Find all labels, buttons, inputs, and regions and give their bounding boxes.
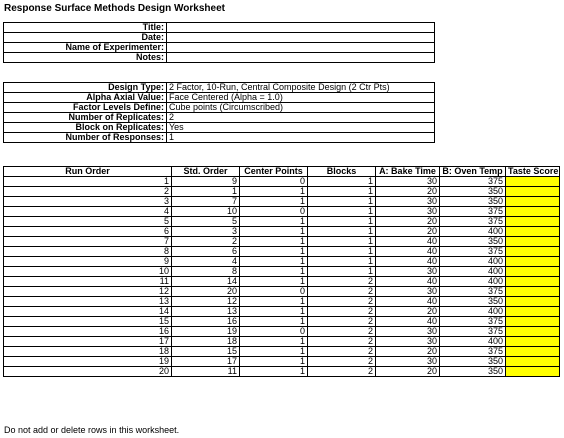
table-row	[4, 317, 560, 327]
taste-score-header: Taste Score	[506, 167, 560, 177]
design-row	[4, 113, 435, 123]
bake-time-cell[interactable]: 20	[376, 307, 440, 317]
std-order-cell[interactable]: 13	[172, 307, 240, 317]
std-order-header: Std. Order	[172, 167, 240, 177]
blocks-cell[interactable]: 2	[308, 337, 376, 347]
oven-temp-cell[interactable]: 350	[440, 367, 506, 377]
center-points-cell[interactable]: 0	[240, 207, 308, 217]
center-points-header: Center Points	[240, 167, 308, 177]
oven-temp-cell[interactable]: 400	[440, 267, 506, 277]
blocks-cell[interactable]: 2	[308, 287, 376, 297]
oven-temp-cell[interactable]: 400	[440, 307, 506, 317]
table-row	[4, 367, 560, 377]
std-order-cell[interactable]: 6	[172, 247, 240, 257]
run-order-cell[interactable]: 11	[4, 277, 172, 287]
info-row-label: Notes:	[4, 53, 167, 63]
design-row-label: Block on Replicates:	[4, 123, 167, 133]
design-row-value-cell[interactable]: 1	[167, 133, 435, 143]
std-order-cell[interactable]: 12	[172, 297, 240, 307]
oven-temp-cell[interactable]: 375	[440, 247, 506, 257]
oven-temp-cell[interactable]: 400	[440, 257, 506, 267]
std-order-cell[interactable]: 18	[172, 337, 240, 347]
bake-time-cell[interactable]: 40	[376, 237, 440, 247]
oven-temp-cell[interactable]: 375	[440, 217, 506, 227]
bake-time-cell[interactable]: 40	[376, 247, 440, 257]
std-order-cell[interactable]: 16	[172, 317, 240, 327]
blocks-cell[interactable]: 2	[308, 357, 376, 367]
oven-temp-cell[interactable]: 350	[440, 237, 506, 247]
blocks-cell[interactable]: 1	[308, 227, 376, 237]
taste-score-cell[interactable]	[506, 317, 560, 327]
bake-time-cell[interactable]: 40	[376, 297, 440, 307]
blocks-cell[interactable]: 1	[308, 207, 376, 217]
bake-time-cell[interactable]: 30	[376, 337, 440, 347]
run-order-cell[interactable]: 2	[4, 187, 172, 197]
center-points-cell[interactable]: 1	[240, 277, 308, 287]
std-order-cell[interactable]: 8	[172, 267, 240, 277]
oven-temp-cell[interactable]: 375	[440, 327, 506, 337]
info-row-value-cell[interactable]	[167, 23, 435, 33]
taste-score-cell[interactable]	[506, 277, 560, 287]
run-order-cell[interactable]: 8	[4, 247, 172, 257]
info-row	[4, 33, 435, 43]
table-row	[4, 187, 560, 197]
center-points-cell[interactable]: 1	[240, 217, 308, 227]
run-order-header: Run Order	[4, 167, 172, 177]
center-points-cell[interactable]: 1	[240, 187, 308, 197]
taste-score-cell[interactable]	[506, 287, 560, 297]
design-row-label: Number of Replicates:	[4, 113, 167, 123]
blocks-cell[interactable]: 1	[308, 217, 376, 227]
design-row-label: Design Type:	[4, 83, 167, 93]
info-row	[4, 53, 435, 63]
bake-time-cell[interactable]: 20	[376, 227, 440, 237]
bake-time-cell[interactable]: 20	[376, 367, 440, 377]
center-points-cell[interactable]: 1	[240, 307, 308, 317]
center-points-cell[interactable]: 0	[240, 327, 308, 337]
blocks-cell[interactable]: 1	[308, 267, 376, 277]
blocks-cell[interactable]: 1	[308, 177, 376, 187]
blocks-cell[interactable]: 2	[308, 307, 376, 317]
std-order-cell[interactable]: 14	[172, 277, 240, 287]
oven-temp-header: B: Oven Temp	[440, 167, 506, 177]
bake-time-cell[interactable]: 30	[376, 327, 440, 337]
taste-score-cell[interactable]	[506, 187, 560, 197]
center-points-cell[interactable]: 1	[240, 247, 308, 257]
center-points-cell[interactable]: 1	[240, 367, 308, 377]
bake-time-cell[interactable]: 30	[376, 357, 440, 367]
table-row	[4, 357, 560, 367]
oven-temp-cell[interactable]: 375	[440, 177, 506, 187]
std-order-cell[interactable]: 3	[172, 227, 240, 237]
design-row	[4, 133, 435, 143]
taste-score-cell[interactable]	[506, 267, 560, 277]
blocks-cell[interactable]: 2	[308, 277, 376, 287]
oven-temp-cell[interactable]: 375	[440, 317, 506, 327]
table-row	[4, 197, 560, 207]
run-order-cell[interactable]: 19	[4, 357, 172, 367]
blocks-cell[interactable]: 1	[308, 187, 376, 197]
run-order-cell[interactable]: 20	[4, 367, 172, 377]
taste-score-cell[interactable]	[506, 197, 560, 207]
design-row	[4, 93, 435, 103]
table-row	[4, 267, 560, 277]
oven-temp-cell[interactable]: 400	[440, 227, 506, 237]
info-row-value-cell[interactable]	[167, 33, 435, 43]
run-order-cell[interactable]: 5	[4, 217, 172, 227]
center-points-cell[interactable]: 1	[240, 197, 308, 207]
run-order-cell[interactable]: 4	[4, 207, 172, 217]
run-order-cell[interactable]: 7	[4, 237, 172, 247]
bake-time-cell[interactable]: 30	[376, 207, 440, 217]
blocks-cell[interactable]: 2	[308, 347, 376, 357]
table-row	[4, 277, 560, 287]
bake-time-cell[interactable]: 40	[376, 317, 440, 327]
run-order-cell[interactable]: 15	[4, 317, 172, 327]
table-row	[4, 287, 560, 297]
taste-score-cell[interactable]	[506, 347, 560, 357]
run-order-cell[interactable]: 6	[4, 227, 172, 237]
oven-temp-cell[interactable]: 350	[440, 197, 506, 207]
taste-score-cell[interactable]	[506, 257, 560, 267]
blocks-cell[interactable]: 1	[308, 257, 376, 267]
blocks-cell[interactable]: 1	[308, 237, 376, 247]
std-order-cell[interactable]: 15	[172, 347, 240, 357]
taste-score-cell[interactable]	[506, 237, 560, 247]
table-row	[4, 297, 560, 307]
design-row-label: Number of Responses:	[4, 133, 167, 143]
taste-score-cell[interactable]	[506, 297, 560, 307]
blocks-cell[interactable]: 2	[308, 327, 376, 337]
info-table	[3, 22, 435, 63]
taste-score-cell[interactable]	[506, 227, 560, 237]
bake-time-cell[interactable]: 40	[376, 277, 440, 287]
bake-time-cell[interactable]: 20	[376, 187, 440, 197]
center-points-cell[interactable]: 0	[240, 287, 308, 297]
taste-score-cell[interactable]	[506, 217, 560, 227]
design-row	[4, 103, 435, 113]
bake-time-cell[interactable]: 20	[376, 347, 440, 357]
bake-time-header: A: Bake Time	[376, 167, 440, 177]
table-row	[4, 237, 560, 247]
center-points-cell[interactable]: 1	[240, 337, 308, 347]
design-row-value-cell[interactable]: Cube points (Circumscribed)	[167, 103, 435, 113]
design-row-value-cell[interactable]: 2	[167, 113, 435, 123]
table-row	[4, 217, 560, 227]
std-order-cell[interactable]: 2	[172, 237, 240, 247]
bake-time-cell[interactable]: 30	[376, 287, 440, 297]
table-row	[4, 177, 560, 187]
taste-score-cell[interactable]	[506, 307, 560, 317]
oven-temp-cell[interactable]: 350	[440, 297, 506, 307]
oven-temp-cell[interactable]: 375	[440, 287, 506, 297]
info-row	[4, 43, 435, 53]
std-order-cell[interactable]: 5	[172, 217, 240, 227]
center-points-cell[interactable]: 1	[240, 257, 308, 267]
design-row-value-cell[interactable]: Face Centered (Alpha = 1.0)	[167, 93, 435, 103]
oven-temp-cell[interactable]: 375	[440, 347, 506, 357]
bake-time-cell[interactable]: 20	[376, 217, 440, 227]
info-row-value-cell[interactable]	[167, 53, 435, 63]
std-order-cell[interactable]: 19	[172, 327, 240, 337]
std-order-cell[interactable]: 20	[172, 287, 240, 297]
table-row	[4, 257, 560, 267]
table-row	[4, 227, 560, 237]
run-order-cell[interactable]: 3	[4, 197, 172, 207]
info-row-label: Date:	[4, 33, 167, 43]
design-row	[4, 123, 435, 133]
run-order-cell[interactable]: 17	[4, 337, 172, 347]
runs-table	[3, 166, 560, 377]
std-order-cell[interactable]: 4	[172, 257, 240, 267]
bake-time-cell[interactable]: 30	[376, 197, 440, 207]
taste-score-cell[interactable]	[506, 177, 560, 187]
table-row	[4, 327, 560, 337]
oven-temp-cell[interactable]: 350	[440, 187, 506, 197]
blocks-cell[interactable]: 2	[308, 297, 376, 307]
taste-score-cell[interactable]	[506, 357, 560, 367]
runs-header-row	[4, 167, 560, 177]
std-order-cell[interactable]: 17	[172, 357, 240, 367]
blocks-cell[interactable]: 1	[308, 247, 376, 257]
design-row	[4, 83, 435, 93]
std-order-cell[interactable]: 7	[172, 197, 240, 207]
run-order-cell[interactable]: 13	[4, 297, 172, 307]
taste-score-cell[interactable]	[506, 337, 560, 347]
table-row	[4, 337, 560, 347]
std-order-cell[interactable]: 11	[172, 367, 240, 377]
taste-score-cell[interactable]	[506, 327, 560, 337]
worksheet-title: Response Surface Methods Design Worksheet	[4, 3, 225, 14]
taste-score-cell[interactable]	[506, 207, 560, 217]
blocks-cell[interactable]: 1	[308, 197, 376, 207]
design-row-value-cell[interactable]: Yes	[167, 123, 435, 133]
bake-time-cell[interactable]: 40	[376, 257, 440, 267]
run-order-cell[interactable]: 10	[4, 267, 172, 277]
run-order-cell[interactable]: 9	[4, 257, 172, 267]
std-order-cell[interactable]: 1	[172, 187, 240, 197]
blocks-cell[interactable]: 2	[308, 317, 376, 327]
table-row	[4, 247, 560, 257]
blocks-cell[interactable]: 2	[308, 367, 376, 377]
info-row-value-cell[interactable]	[167, 43, 435, 53]
footer-note: Do not add or delete rows in this worksheet.	[4, 425, 180, 435]
design-table	[3, 82, 435, 143]
table-row	[4, 207, 560, 217]
info-row-label: Title:	[4, 23, 167, 33]
taste-score-cell[interactable]	[506, 247, 560, 257]
center-points-cell[interactable]: 0	[240, 177, 308, 187]
run-order-cell[interactable]: 16	[4, 327, 172, 337]
center-points-cell[interactable]: 1	[240, 237, 308, 247]
run-order-cell[interactable]: 18	[4, 347, 172, 357]
info-row	[4, 23, 435, 33]
std-order-cell[interactable]: 9	[172, 177, 240, 187]
oven-temp-cell[interactable]: 375	[440, 207, 506, 217]
bake-time-cell[interactable]: 30	[376, 267, 440, 277]
oven-temp-cell[interactable]: 400	[440, 337, 506, 347]
run-order-cell[interactable]: 12	[4, 287, 172, 297]
table-row	[4, 347, 560, 357]
oven-temp-cell[interactable]: 400	[440, 277, 506, 287]
center-points-cell[interactable]: 1	[240, 267, 308, 277]
bake-time-cell[interactable]: 30	[376, 177, 440, 187]
center-points-cell[interactable]: 1	[240, 297, 308, 307]
std-order-cell[interactable]: 10	[172, 207, 240, 217]
center-points-cell[interactable]: 1	[240, 227, 308, 237]
blocks-header: Blocks	[308, 167, 376, 177]
run-order-cell[interactable]: 1	[4, 177, 172, 187]
center-points-cell[interactable]: 1	[240, 347, 308, 357]
center-points-cell[interactable]: 1	[240, 357, 308, 367]
design-row-value-cell[interactable]: 2 Factor, 10-Run, Central Composite Design (2 Ctr Pts)	[167, 83, 435, 93]
oven-temp-cell[interactable]: 350	[440, 357, 506, 367]
run-order-cell[interactable]: 14	[4, 307, 172, 317]
design-row-label: Factor Levels Define:	[4, 103, 167, 113]
info-row-label: Name of Experimenter:	[4, 43, 167, 53]
taste-score-cell[interactable]	[506, 367, 560, 377]
design-row-label: Alpha Axial Value:	[4, 93, 167, 103]
center-points-cell[interactable]: 1	[240, 317, 308, 327]
table-row	[4, 307, 560, 317]
